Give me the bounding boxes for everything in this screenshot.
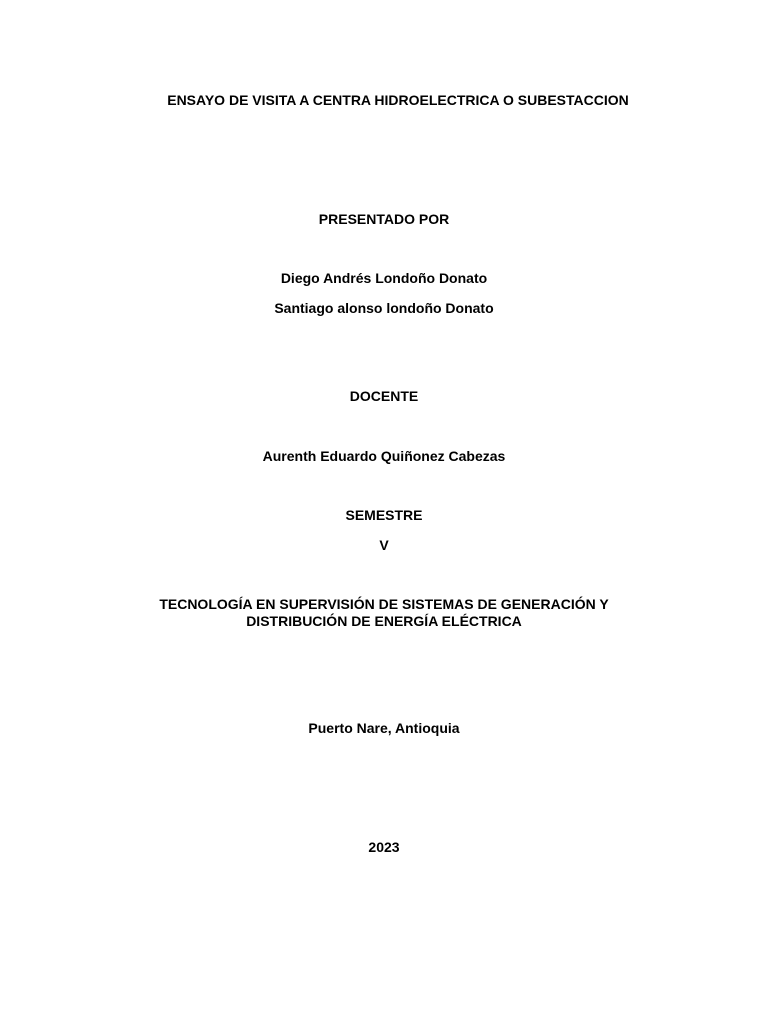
presented-by-label: PRESENTADO POR [318,211,450,227]
author-name: Santiago alonso londoño Donato [274,300,494,316]
program-name-line: TECNOLOGÍA EN SUPERVISIÓN DE SISTEMAS DE GENERACIÓN Y [159,596,609,612]
year: 2023 [368,839,400,855]
location: Puerto Nare, Antioquia [308,720,460,736]
teacher-label: DOCENTE [349,388,419,404]
author-name: Diego Andrés Londoño Donato [280,270,488,286]
document-title: ENSAYO DE VISITA A CENTRA HIDROELECTRICA O SUBESTACCION [167,92,629,108]
semester-label: SEMESTRE [345,507,423,523]
teacher-name: Aurenth Eduardo Quiñonez Cabezas [262,448,506,464]
program-name-line: DISTRIBUCIÓN DE ENERGÍA ELÉCTRICA [246,613,522,629]
semester-value: V [379,537,389,553]
